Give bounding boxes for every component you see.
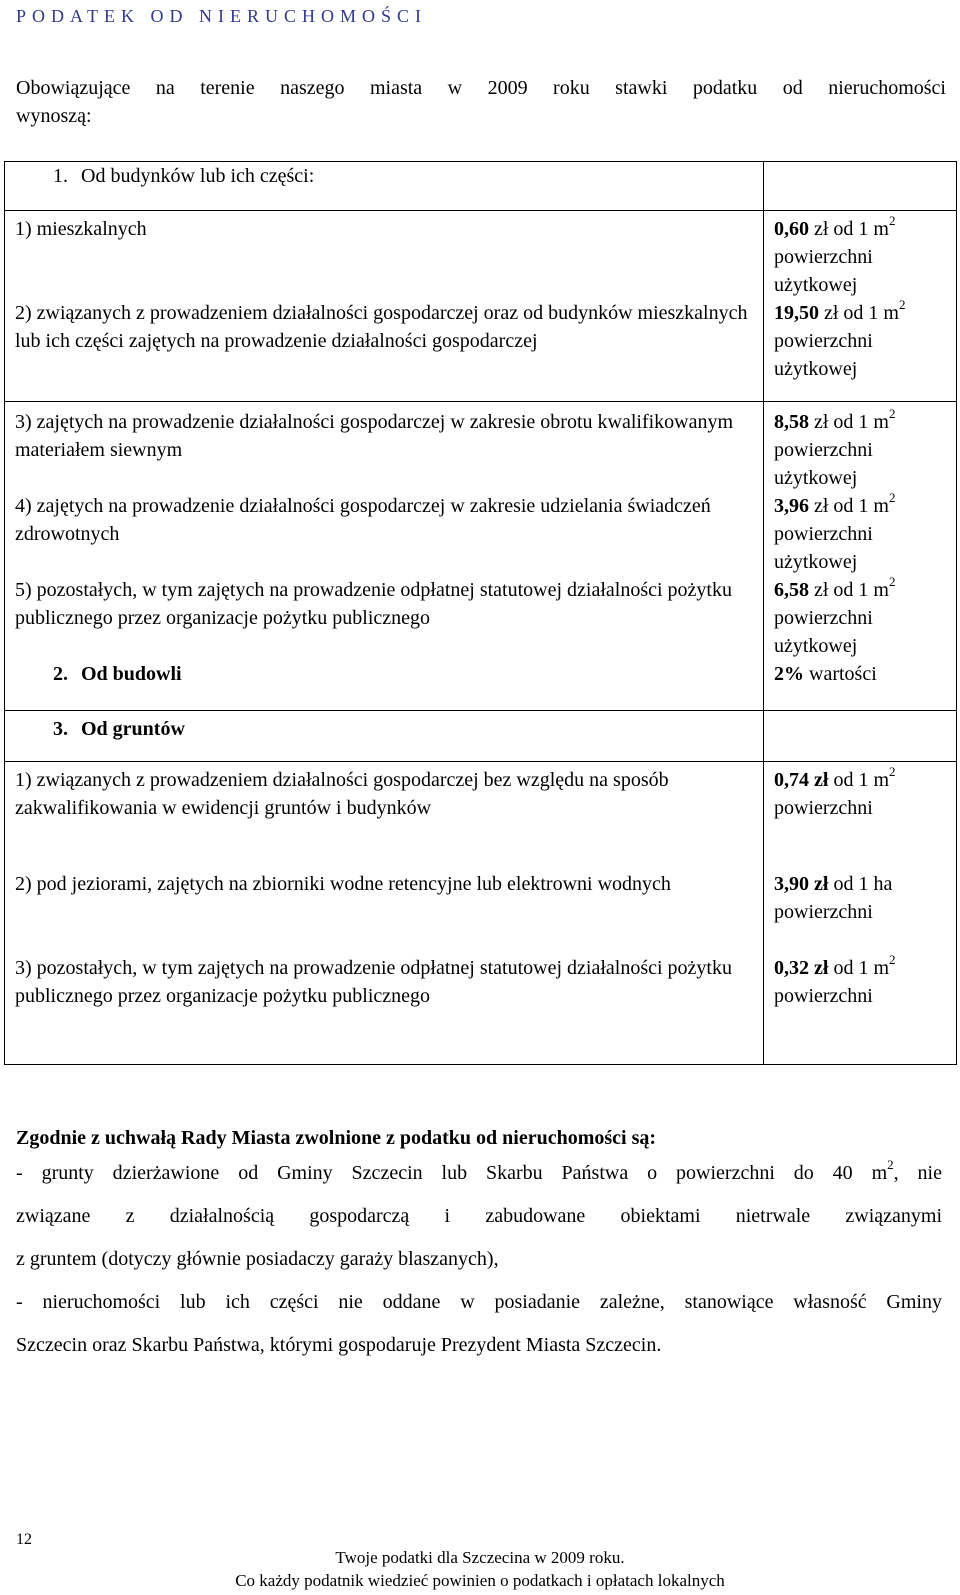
page-number: 12 xyxy=(16,1531,32,1548)
rate-value: 8,58 zł od 1 $m^2$ powierzchni użytkowej xyxy=(764,402,957,493)
table-row xyxy=(5,402,957,493)
rate-label: 2) związanych z prowadzeniem działalności gospodarczej oraz od budynków mieszkalnych lub ich części zajętych na prowadzenie działalności gospodarczej xyxy=(5,299,764,402)
intro-paragraph xyxy=(16,74,946,130)
tax-rates-table xyxy=(4,161,957,1065)
intro-line-2: wynoszą: xyxy=(16,105,92,127)
exemption-item: - grunty dzierżawione od Gminy Szczecin lub Skarbu Państwa o powierzchni do 40 $m^2$, nie związane z działalnością gospodarczą i zabudowane obiektami nietrwale związanymi z gruntem (dotyczy głównie posiadaczy garaży blaszanych), xyxy=(16,1157,942,1270)
rate-value: 3,90 zł od 1 ha powierzchni xyxy=(764,870,957,954)
section-buildings-row xyxy=(5,162,957,211)
rate-label: 4) zajętych na prowadzenie działalności gospodarczej w zakresie udzielania świadczeń zdrowotnych xyxy=(5,492,764,576)
table-row xyxy=(5,492,957,576)
rate-value: 3,96 zł od 1 $m^2$ powierzchni użytkowej xyxy=(764,492,957,576)
rate-label: 3) zajętych na prowadzenie działalności gospodarczej w zakresie obrotu kwalifikowanym materiałem siewnym xyxy=(5,402,764,493)
table-row xyxy=(5,576,957,660)
table-row xyxy=(5,762,957,871)
table-row xyxy=(5,299,957,402)
footer-line-1: Twoje podatki dla Szczecina w 2009 roku. xyxy=(335,1548,625,1567)
section-buildings-title: 1. Od budynków lub ich części: xyxy=(5,162,764,211)
section-land-title: 3. Od gruntów xyxy=(5,711,764,762)
rate-label: 1) związanych z prowadzeniem działalności gospodarczej bez względu na sposób zakwalifikowania w ewidencji gruntów i budynków xyxy=(5,762,764,871)
rate-label: 2) pod jeziorami, zajętych na zbiorniki wodne retencyjne lub elektrowni wodnych xyxy=(5,870,764,954)
rate-value: 0,32 zł od 1 $m^2$ powierzchni xyxy=(764,954,957,1065)
table-row xyxy=(5,211,957,300)
section-land-row xyxy=(5,711,957,762)
page-footer xyxy=(0,1546,960,1592)
table-row xyxy=(5,870,957,954)
section-structures-title: 2. Od budowli xyxy=(5,660,764,711)
rate-value: 0,74 zł od 1 $m^2$ powierzchni xyxy=(764,762,957,871)
section-structures-row xyxy=(5,660,957,711)
exemptions-title: Zgodnie z uchwałą Rady Miasta zwolnione z podatku od nieruchomości są: xyxy=(16,1127,657,1149)
exemptions-section xyxy=(16,1124,942,1367)
rate-value: 19,50 zł od 1 $m^2$ powierzchni użytkowej xyxy=(764,299,957,402)
rate-value: 6,58 zł od 1 $m^2$ powierzchni użytkowej xyxy=(764,576,957,660)
rate-value: 0,60 zł od 1 $m^2$ powierzchni użytkowej xyxy=(764,211,957,300)
page-header-title: PODATEK OD NIERUCHOMOŚCI xyxy=(16,6,428,26)
rate-label: 5) pozostałych, w tym zajętych na prowadzenie odpłatnej statutowej działalności pożytku publicznego przez organizacje pożytku publicznego xyxy=(5,576,764,660)
section-structures-value: 2% wartości xyxy=(764,660,957,711)
intro-line-1: Obowiązujące na terenie naszego miasta w 2009 roku stawki podatku od nieruchomości xyxy=(16,77,946,99)
rate-label: 3) pozostałych, w tym zajętych na prowadzenie odpłatnej statutowej działalności pożytku publicznego przez organizacje pożytku publicznego xyxy=(5,954,764,1065)
table-row xyxy=(5,954,957,1065)
rate-label: 1) mieszkalnych xyxy=(5,211,764,300)
exemption-item: - nieruchomości lub ich części nie oddane w posiadanie zależne, stanowiące własność Gminy Szczecin oraz Skarbu Państwa, którymi gospodaruje Prezydent Miasta Szczecin. xyxy=(16,1291,942,1356)
footer-line-2: Co każdy podatnik wiedzieć powinien o podatkach i opłatach lokalnych xyxy=(235,1571,725,1590)
